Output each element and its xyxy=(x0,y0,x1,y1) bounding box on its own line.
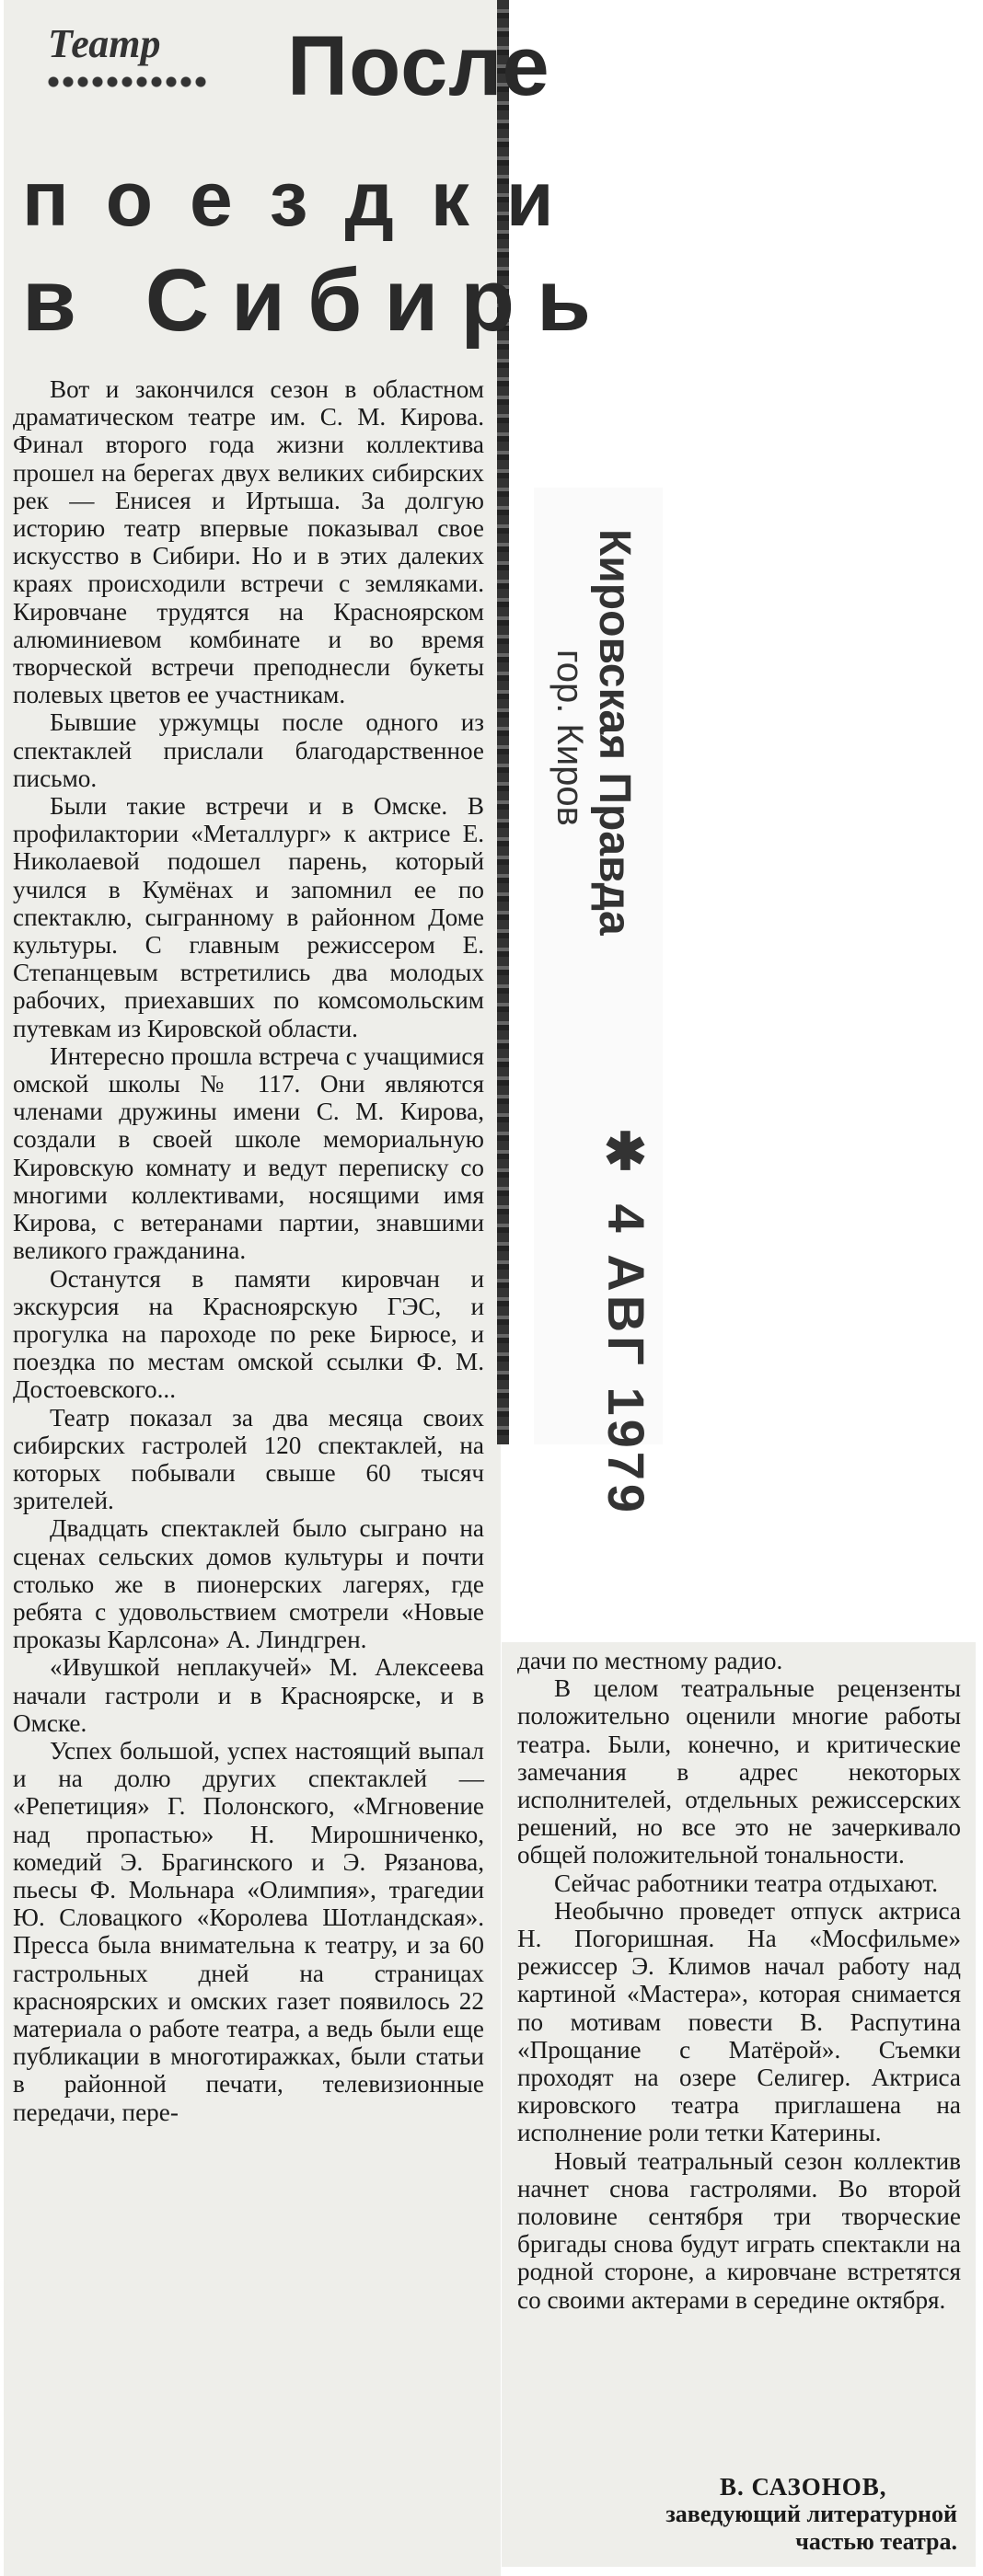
paragraph: Двадцать спектаклей было сыграно на сценах сельских домов культуры и почти столько же в пионерских лагерях, где ребята с удовольствием смотрели «Новые проказы Карлсона» А. Линдгрен. xyxy=(13,1514,484,1654)
headline-line-1: После xyxy=(287,19,550,113)
paragraph: Новый театральный сезон коллектив начнет снова гастролями. Во второй половине сентября три творческие бригады снова будут играть спектакли на родной стороне, а кировчане встретятся со своими актерами в середине октября. xyxy=(517,2146,961,2314)
rubric-dotted-underline xyxy=(46,75,210,88)
headline-line-3: в Сибирь xyxy=(22,251,613,350)
stamp-date: ✱ 4 АВГ 1979 xyxy=(597,1122,655,1517)
paragraph: Сейчас работники театра отдыхают. xyxy=(554,1869,939,1897)
author-role xyxy=(552,2501,957,2556)
author-role-line: частью театра. xyxy=(795,2528,957,2555)
paragraph: Интересно прошла встреча с учащимися омской школы № 117. Они являются членами дружины имени С. М. Кирова, создали в своей школе мемориальную Кировскую комнату и ведут переписку со многими коллективами, носящими имя Кирова, с ветеранами партии, знавшими великого гражданина. xyxy=(13,1041,484,1265)
author-signature: В. САЗОНОВ, xyxy=(720,2473,887,2501)
section-rubric: Театр xyxy=(48,21,161,66)
paragraph: «Ивушкой неплакучей» М. Алексеева начали гастроли и в Красноярске, и в Омске. xyxy=(13,1653,484,1737)
stamp-newspaper-name: Кировская Правда xyxy=(590,529,639,936)
paragraph: В целом театральные рецензенты положительно оценили многие работы театра. Были, конечно, и критические замечания в адрес некоторых исполнителей, отдельных режиссерских решений, но все это не зачеркивало общей положительной тональности. xyxy=(517,1674,961,1869)
paragraph: Останутся в памяти кировчан и экскурсия на Красноярскую ГЭС, и прогулка на пароходе по реке Бирюсе, и поездка по местам омской ссылки Ф. М. Достоевского... xyxy=(13,1264,484,1404)
article-body-left xyxy=(13,375,484,2126)
author-role-line: заведующий литературной xyxy=(665,2501,957,2527)
article-body-right xyxy=(517,1647,961,2314)
paragraph: Успех большой, успех настоящий выпал и на долю других спектаклей — «Репетиция» Г. Полонского, «Мгновение над пропастью» Н. Мирошниченко, комедий Э. Брагинского и Э. Рязанова, пьесы Ф. Мольнара «Олимпия», трагедии Ю. Словацкого «Королева Шотландская». Пресса была внимательна к театру, и за 60 гастрольных дней на страницах красноярских и омских газет появилось 22 материала о работе театра, а ведь были еще публикации в многотиражках, были статьи в районной печати, телевизионные передачи, пере- xyxy=(13,1736,484,2126)
paragraph: Вот и закончился сезон в областном драматическом театре им. С. М. Кирова. Финал второго года жизни коллектива прошел на берегах двух великих сибирских рек — Енисея и Иртыша. За долгую историю театр впервые показывал свое искусство в Сибири. Но и в этих далеких краях происходили встречи с земляками. Кировчане трудятся на Красноярском алюминиевом комбинате и во время творческой встречи преподнесли букеты полевых цветов ее участникам. xyxy=(13,375,484,709)
paragraph: Бывшие уржумцы после одного из спектаклей прислали благодарственное письмо. xyxy=(13,708,484,792)
paragraph: Были такие встречи и в Омске. В профилактории «Металлург» к актрисе Е. Николаевой подошел парень, который учился в Кумёнах и запомнил ее по спектаклю, сыгранному в районном Доме культуры. С главным режиссером Е. Степанцевым встретились два молодых рабочих, приехавших по комсомольским путевкам из Кировской области. xyxy=(13,792,484,1042)
paragraph: Театр показал за два месяца своих сибирских гастролей 120 спектаклей, на которых побывали свыше 60 тысяч зрителей. xyxy=(13,1403,484,1515)
headline-line-2: поездки xyxy=(22,155,591,242)
paragraph: дачи по местному радио. xyxy=(517,1647,783,1674)
paragraph: Необычно проведет отпуск актриса Н. Погоришная. На «Мосфильме» режиссер Э. Климов начал работу над картиной «Мастера», которая снимается по мотивам повести В. Распутина «Прощание с Матёрой». Съемки проходят на озере Селигер. Актриса кировского театра приглашена на исполнение роли тетки Катерины. xyxy=(517,1896,961,2147)
stamp-city: гор. Киров xyxy=(549,650,590,826)
